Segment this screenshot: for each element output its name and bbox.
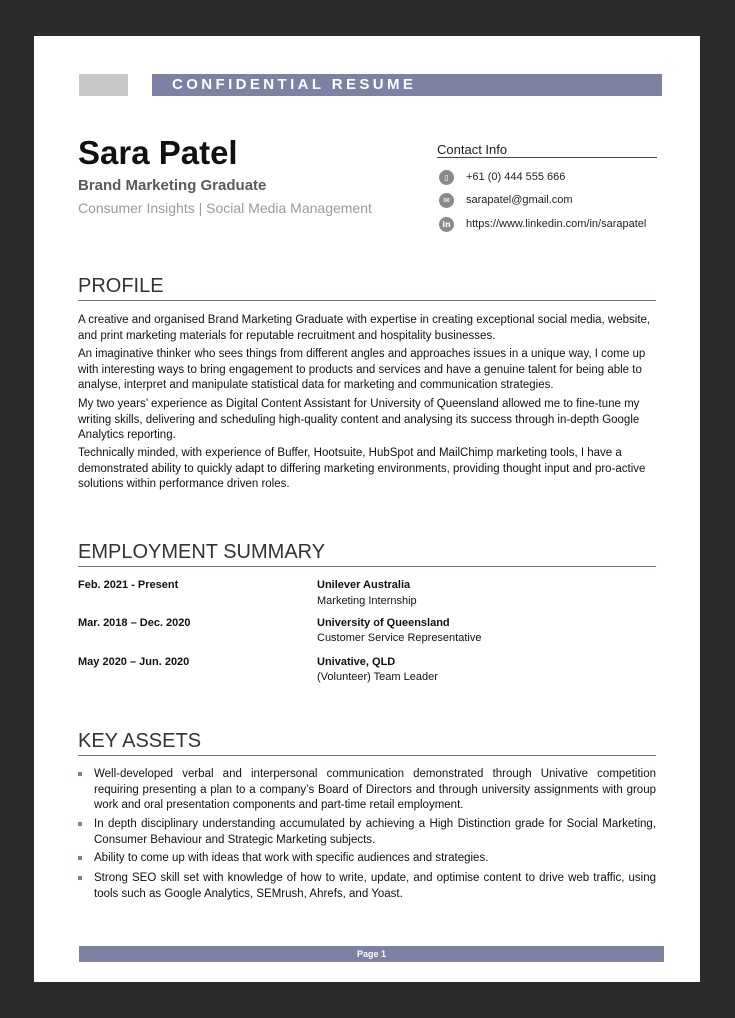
bullet-icon bbox=[78, 772, 82, 776]
asset-text: Strong SEO skill set with knowledge of how to write, update, and optimise content to drive web traffic, using tools such as Google Analytics, SEMrush, Ahrefs, and Yoast. bbox=[94, 872, 656, 900]
employment-dates: Feb. 2021 - Present bbox=[78, 579, 179, 591]
bullet-icon bbox=[78, 856, 82, 860]
profile-paragraph: A creative and organised Brand Marketing Graduate with expertise in creating exceptional social media, website, and print marketing materials for reputable recruitment and hospitality businesses. bbox=[78, 314, 651, 342]
candidate-name: Sara Patel bbox=[78, 134, 238, 171]
employment-role: Marketing Internship bbox=[317, 595, 417, 607]
confidential-banner: CONFIDENTIAL RESUME bbox=[152, 74, 662, 96]
asset-item bbox=[78, 817, 656, 848]
page-footer: Page 1 bbox=[79, 946, 664, 962]
bullet-icon bbox=[78, 876, 82, 880]
asset-item bbox=[78, 871, 656, 902]
asset-text: In depth disciplinary understanding accumulated by achieving a High Distinction grade for Social Marketing, Consumer Behaviour and Strategic Marketing subjects. bbox=[94, 818, 656, 846]
candidate-title: Brand Marketing Graduate bbox=[78, 177, 267, 194]
contact-divider bbox=[437, 157, 657, 158]
email-icon: ✉ bbox=[439, 193, 454, 208]
contact-phone bbox=[439, 168, 565, 186]
asset-text: Ability to come up with ideas that work with specific audiences and strategies. bbox=[94, 852, 489, 864]
candidate-subtitle: Consumer Insights | Social Media Management bbox=[78, 200, 372, 216]
employment-heading: EMPLOYMENT SUMMARY bbox=[78, 540, 656, 567]
employment-role: Customer Service Representative bbox=[317, 632, 482, 644]
employment-org: Unilever Australia bbox=[317, 579, 411, 591]
decorative-grey-block bbox=[79, 74, 128, 96]
assets-heading: KEY ASSETS bbox=[78, 729, 656, 756]
employment-dates: Mar. 2018 – Dec. 2020 bbox=[78, 617, 191, 629]
profile-heading: PROFILE bbox=[78, 274, 656, 301]
employment-org: University of Queensland bbox=[317, 617, 450, 629]
phone-icon: ▯ bbox=[439, 170, 454, 185]
resume-page bbox=[34, 36, 700, 982]
asset-text: Well-developed verbal and interpersonal communication demonstrated through Univative competition requiring presenting a plan to a company’s Board of Directors and through university assignments with group work and oral presentation components and part-time retail employment. bbox=[94, 768, 656, 811]
linkedin-link[interactable]: https://www.linkedin.com/in/sarapatel bbox=[466, 218, 647, 230]
profile-paragraph: An imaginative thinker who sees things from different angles and approaches issues in a unique way, I come up with interesting ways to bring engagement to products and services and have a genuine talent for being able to analyse, interpret and manipulate statistical data for marketing and communication strategies. bbox=[78, 348, 646, 391]
bullet-icon bbox=[78, 822, 82, 826]
phone-text: +61 (0) 444 555 666 bbox=[466, 171, 566, 183]
contact-linkedin bbox=[439, 215, 646, 233]
profile-paragraph: Technically minded, with experience of Buffer, Hootsuite, HubSpot and MailChimp marketing tools, I have a demonstrated ability to quickly adapt to differing marketing environments, providing thought input and pro-active solutions within performance driven roles. bbox=[78, 447, 646, 490]
contact-email bbox=[439, 191, 573, 209]
employment-org: Univative, QLD bbox=[317, 656, 396, 668]
email-link[interactable]: sarapatel@gmail.com bbox=[466, 194, 573, 206]
employment-role: (Volunteer) Team Leader bbox=[317, 671, 438, 683]
linkedin-icon: in bbox=[439, 217, 454, 232]
asset-item bbox=[78, 767, 656, 814]
employment-dates: May 2020 – Jun. 2020 bbox=[78, 656, 190, 668]
profile-paragraph: My two years’ experience as Digital Content Assistant for University of Queensland allowed me to fine-tune my writing skills, delivering and scheduling high-quality content and analysing its success through in-depth Google Analytics reporting. bbox=[78, 398, 640, 441]
asset-item bbox=[78, 851, 656, 867]
contact-heading: Contact Info bbox=[437, 142, 508, 157]
